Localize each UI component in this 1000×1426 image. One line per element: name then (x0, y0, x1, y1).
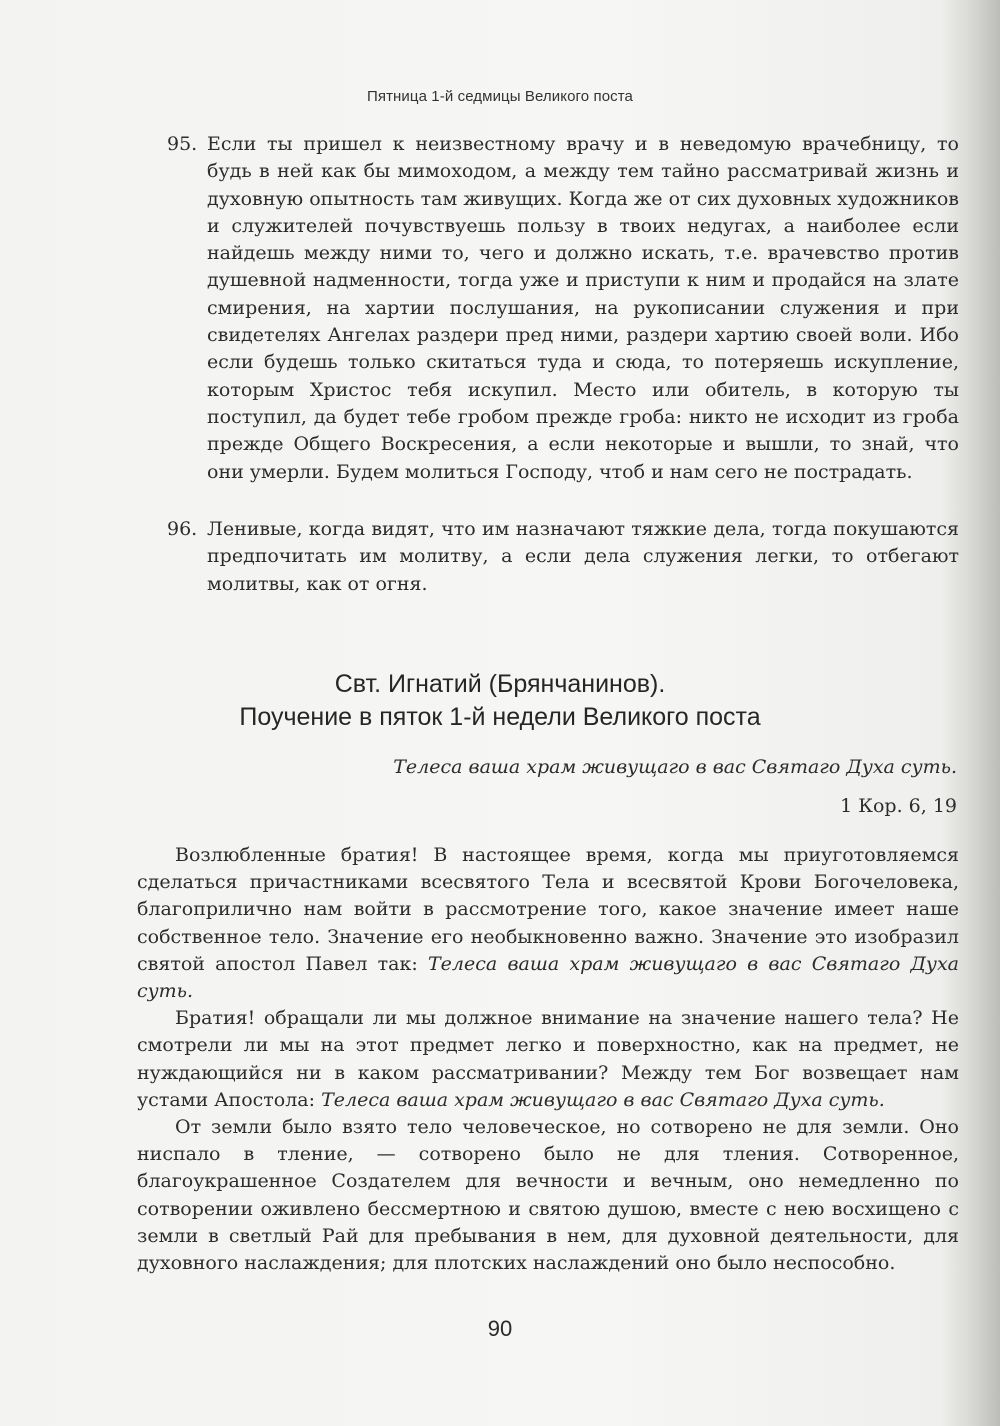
page-number: 90 (487, 1316, 513, 1341)
paragraph-text: Братия! обращали ли мы должное внимание на значение нашего тела? Не смотрели ли мы на этот предмет легко и поверхностно, как на предмет, не нуждающийся ни в каком рассматривании? Между тем Бог возвещает нам устами Апостола: (137, 1007, 959, 1111)
numbered-paragraph (167, 131, 959, 486)
running-head: Пятница 1-й седмицы Великого поста (366, 88, 634, 105)
scripture-quote: Телеса ваша храм живущаго в вас Святаго Духа суть. (137, 952, 959, 1003)
epigraph-reference: 1 Кор. 6, 19 (840, 795, 957, 817)
paragraph-text: Если ты пришел к неизвестному врачу и в неведомую врачебницу, то будь в ней как бы мимоходом, а между тем тайно рассматривай жизнь и духовную опытность там живущих. Когда же от сих духовных художников и служителей почувствуешь пользу в твоих недугах, а наиболее если найдешь между ними то, чего и должно искать, т.е. врачевство против душевной надменности, тогда уже и приступи к ним и продайся на злате смирения, на хартии послушания, на рукописании служения и при свидетелях Ангелах раздери пред ними, раздери хартию своей воли. Ибо если будешь только скитаться туда и сюда, то потеряешь искупление, которым Христос тебя искупил. Место или обитель, в которую ты поступил, да будет тебе гробом прежде гроба: никто не исходит из гроба прежде Общего Воскресения, а если некоторые и вышли, то знай, что они умерли. Будем молиться Господу, чтоб и нам сего не пострадать. (207, 133, 959, 483)
paragraph-text: Возлюбленные братия! В настоящее время, когда мы приуготовляемся сделаться причастниками всесвятого Тела и всесвятой Крови Богочеловека, благоприлично нам войти в рассмотрение того, какое значение имеет наше собственное тело. Значение его необыкновенно важно. Значение это изобразил святой апостол Павел так: (137, 844, 959, 975)
epigraph: Телеса ваша храм живущаго в вас Святаго Духа суть. (393, 756, 957, 778)
sermon-body (137, 842, 959, 1277)
body-paragraph (137, 842, 959, 1005)
body-paragraph (137, 1005, 959, 1114)
paragraph-text: От земли было взято тело человеческое, но сотворено не для земли. Оно ниспало в тление, — сотворено было не для тления. Сотворенное, благоукрашенное Создателем для вечности и вечным, оно немедленно по сотворении оживлено бессмертною и святою душою, вместе с нею восхищено с земли в светлый Рай для пребывания в нем, для духовной деятельности, для духовного наслаждения; для плотских наслаждений оно было неспособно. (137, 1116, 959, 1275)
body-paragraph (137, 1114, 959, 1277)
paragraph-number: 96. (167, 518, 198, 540)
numbered-paragraph (167, 516, 959, 598)
paragraph-text: Ленивые, когда видят, что им назначают тяжкие дела, тогда покушаются предпочитать им молитву, а если дела служения легки, то отбегают молитвы, как от огня. (207, 518, 959, 595)
paragraph-number: 95. (167, 133, 198, 155)
scripture-quote: Телеса ваша храм живущаго в вас Святаго Духа суть. (321, 1088, 885, 1111)
section-title-heading: Поучение в пяток 1-й недели Великого поста (239, 703, 761, 731)
section-title-author: Свт. Игнатий (Брянчанинов). (334, 670, 666, 698)
